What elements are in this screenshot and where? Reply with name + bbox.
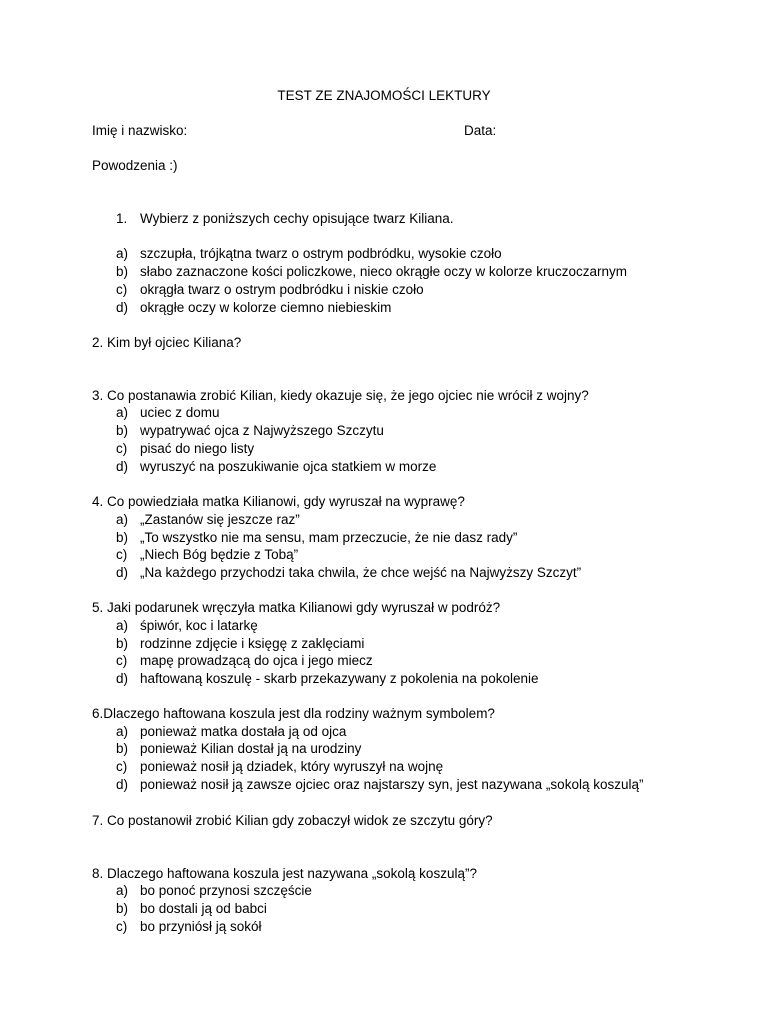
- option-letter: a): [116, 618, 129, 633]
- option-text: ponieważ Kilian dostał ją na urodziny: [140, 741, 362, 756]
- question-5-text: 5. Jaki podarunek wręczyła matka Kilianowi gdy wyruszał w podróż?: [92, 600, 501, 615]
- option-letter: d): [116, 565, 129, 580]
- option-text: rodzinne zdjęcie i księgę z zaklęciami: [140, 636, 365, 651]
- greeting: Powodzenia :): [92, 158, 178, 173]
- option-letter: a): [116, 246, 129, 261]
- option-letter: d): [116, 300, 129, 315]
- question-1-number: 1.: [116, 211, 128, 226]
- option-text: ponieważ nosił ją dziadek, który wyruszył na wojnę: [140, 759, 444, 774]
- option-text: wypatrywać ojca z Najwyższego Szczytu: [140, 423, 384, 438]
- option-text: okrągłe oczy w kolorze ciemno niebieskim: [140, 300, 392, 315]
- option-text: „Niech Bóg będzie z Tobą”: [140, 547, 299, 562]
- option-letter: d): [116, 459, 129, 474]
- option-letter: d): [116, 777, 129, 792]
- option-letter: b): [116, 423, 129, 438]
- date-label: Data:: [464, 123, 497, 138]
- page-title: TEST ZE ZNAJOMOŚCI LEKTURY: [277, 88, 491, 103]
- option-letter: b): [116, 636, 129, 651]
- option-text: szczupła, trójkątna twarz o ostrym podbródku, wysokie czoło: [140, 246, 502, 261]
- question-8-text: 8. Dlaczego haftowana koszula jest nazywana „sokolą koszulą”?: [92, 866, 477, 881]
- option-text: uciec z domu: [140, 405, 220, 420]
- option-text: bo przyniósł ją sokół: [140, 919, 262, 934]
- option-letter: b): [116, 741, 129, 756]
- option-letter: c): [116, 919, 128, 934]
- option-text: ponieważ matka dostała ją od ojca: [140, 724, 347, 739]
- question-3-text: 3. Co postanawia zrobić Kilian, kiedy okazuje się, że jego ojciec nie wrócił z wojny?: [92, 388, 589, 403]
- option-letter: c): [116, 282, 128, 297]
- option-letter: c): [116, 547, 128, 562]
- option-letter: a): [116, 883, 129, 898]
- option-letter: b): [116, 264, 129, 279]
- option-letter: b): [116, 901, 129, 916]
- option-text: „Zastanów się jeszcze raz”: [140, 512, 300, 527]
- option-letter: d): [116, 671, 129, 686]
- option-text: pisać do niego listy: [140, 441, 255, 456]
- option-letter: a): [116, 512, 129, 527]
- option-letter: c): [116, 759, 128, 774]
- option-text: okrągła twarz o ostrym podbródku i niskie czoło: [140, 282, 424, 297]
- question-7-text: 7. Co postanowił zrobić Kilian gdy zobaczył widok ze szczytu góry?: [92, 813, 493, 828]
- option-letter: b): [116, 530, 129, 545]
- option-text: śpiwór, koc i latarkę: [140, 618, 258, 633]
- option-text: wyruszyć na poszukiwanie ojca statkiem w morze: [140, 459, 437, 474]
- question-6-text: 6.Dlaczego haftowana koszula jest dla rodziny ważnym symbolem?: [92, 706, 495, 721]
- option-text: „To wszystko nie ma sensu, mam przeczucie, że nie dasz rady”: [140, 530, 518, 545]
- option-text: słabo zaznaczone kości policzkowe, nieco okrągłe oczy w kolorze kruczoczarnym: [140, 264, 627, 279]
- question-1-text: Wybierz z poniższych cechy opisujące twarz Kiliana.: [140, 211, 454, 226]
- option-letter: a): [116, 724, 129, 739]
- name-label: Imię i nazwisko:: [92, 123, 188, 138]
- option-text: ponieważ nosił ją zawsze ojciec oraz najstarszy syn, jest nazywana „sokolą koszulą”: [140, 777, 644, 792]
- option-letter: c): [116, 441, 128, 456]
- option-text: haftowaną koszulę - skarb przekazywany z pokolenia na pokolenie: [140, 671, 539, 686]
- option-text: bo ponoć przynosi szczęście: [140, 883, 312, 898]
- option-text: bo dostali ją od babci: [140, 901, 267, 916]
- option-text: „Na każdego przychodzi taka chwila, że chce wejść na Najwyższy Szczyt”: [140, 565, 582, 580]
- option-letter: a): [116, 405, 129, 420]
- option-text: mapę prowadzącą do ojca i jego miecz: [140, 653, 373, 668]
- question-4-text: 4. Co powiedziała matka Kilianowi, gdy wyruszał na wyprawę?: [92, 494, 465, 509]
- question-2-text: 2. Kim był ojciec Kiliana?: [92, 335, 242, 350]
- option-letter: c): [116, 653, 128, 668]
